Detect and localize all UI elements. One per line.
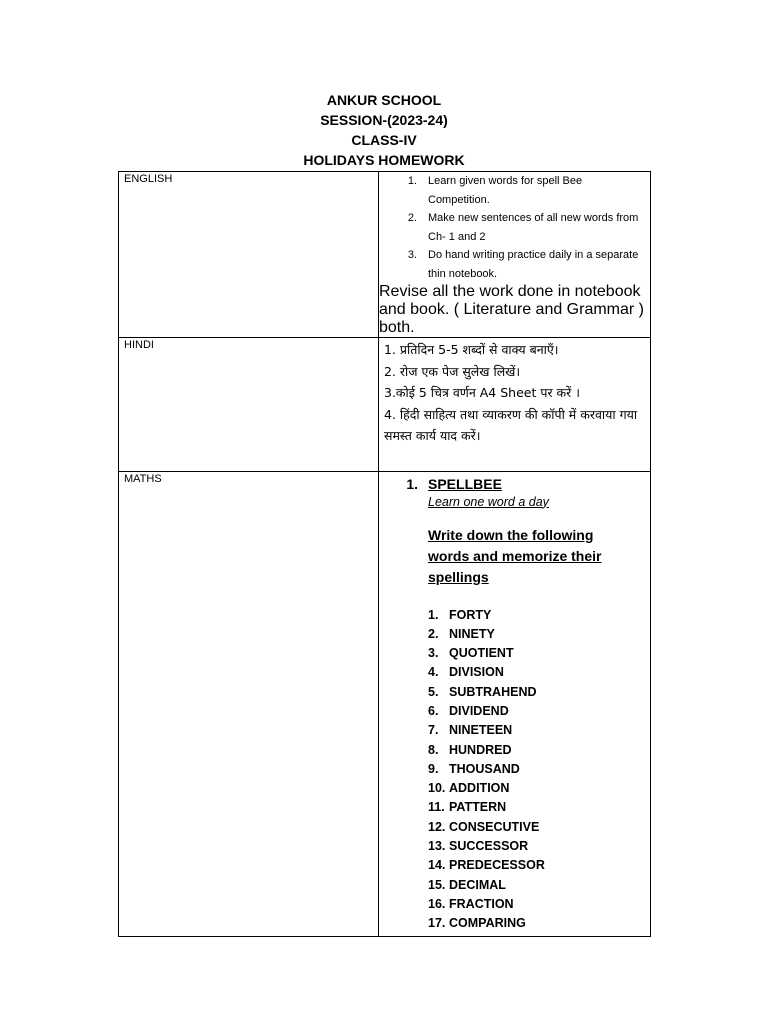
- spelling-word: PATTERN: [449, 800, 507, 815]
- task-cell-hindi: [379, 338, 651, 472]
- spelling-word: PREDECESSOR: [449, 858, 545, 873]
- hindi-line: 4. हिंदी साहित्य तथा व्याकरण की कॉपी में करवाया गया समस्त कार्य याद करें।: [384, 406, 638, 443]
- list-item: [379, 837, 650, 856]
- english-task-list: [379, 172, 650, 283]
- subject-hindi: HINDI: [124, 339, 154, 351]
- document-title: HOLIDAYS HOMEWORK: [303, 152, 465, 168]
- list-item: [379, 209, 650, 246]
- hindi-line: 3.कोई 5 चित्र वर्णन A4 Sheet पर करें ।: [384, 385, 580, 400]
- list-item: [379, 702, 650, 721]
- session-label: SESSION-(2023-24): [320, 112, 448, 128]
- school-name: ANKUR SCHOOL: [326, 92, 442, 108]
- spelling-word: CONSECUTIVE: [449, 819, 540, 834]
- spelling-word-list: [379, 606, 650, 934]
- list-item: [379, 876, 650, 895]
- spelling-word: ADDITION: [449, 781, 510, 796]
- list-item: [379, 625, 650, 644]
- list-item: [379, 644, 650, 663]
- list-item: [379, 663, 650, 682]
- list-item: [379, 741, 650, 760]
- item-number: 2.: [407, 212, 417, 224]
- list-item: [379, 914, 650, 933]
- english-extra-note: Revise all the work done in notebook and book. ( Literature and Grammar ) both.: [379, 283, 645, 336]
- subject-english: ENGLISH: [124, 173, 173, 185]
- class-label: CLASS-IV: [351, 132, 417, 148]
- item-number: 12.: [428, 819, 446, 834]
- heading-text: SPELLBEE: [428, 475, 502, 492]
- list-item: [379, 683, 650, 702]
- list-item: [379, 246, 650, 283]
- spelling-word: NINETY: [449, 626, 495, 641]
- list-item: [379, 798, 650, 817]
- list-item: [379, 606, 650, 625]
- spelling-word: DECIMAL: [449, 877, 506, 892]
- item-number: 8.: [428, 742, 439, 757]
- item-number: 15.: [428, 877, 446, 892]
- item-number: 3.: [407, 249, 417, 261]
- subject-maths: MATHS: [124, 472, 162, 485]
- subject-cell: [119, 471, 379, 936]
- item-number: 2.: [428, 626, 439, 641]
- list-item: [379, 172, 650, 209]
- item-number: 16.: [428, 896, 446, 911]
- spellbee-heading: [379, 476, 650, 492]
- spelling-word: DIVIDEND: [449, 703, 509, 718]
- list-item: [379, 721, 650, 740]
- spelling-word: FRACTION: [449, 896, 514, 911]
- spelling-word: SUCCESSOR: [449, 839, 529, 854]
- item-number: 1.: [428, 607, 439, 622]
- hindi-line: 1. प्रतिदिन 5-5 शब्दों से वाक्य बनाएँ।: [384, 342, 559, 357]
- item-number: 7.: [428, 723, 439, 738]
- list-item: [379, 856, 650, 875]
- list-item: [379, 779, 650, 798]
- hindi-task-list: [379, 338, 650, 471]
- hindi-line: 2. रोज एक पेज सुलेख लिखें।: [384, 363, 521, 379]
- item-number: 14.: [428, 858, 446, 873]
- spelling-word: NINETEEN: [449, 723, 513, 738]
- item-number: 1.: [407, 175, 417, 187]
- item-number: 9.: [428, 761, 439, 776]
- task-cell-english: [379, 172, 651, 338]
- subject-cell: [119, 338, 379, 472]
- item-text: Learn given words for spell Bee Competition.: [428, 175, 583, 206]
- homework-table: [118, 171, 651, 937]
- list-item: [379, 895, 650, 914]
- spellbee-instruction: Write down the following words and memorize their spellings: [428, 526, 602, 585]
- item-number: 10.: [428, 781, 446, 796]
- item-number: 13.: [428, 839, 446, 854]
- table-row-english: [119, 172, 651, 338]
- item-number: 4.: [428, 665, 439, 680]
- table-row-hindi: [119, 338, 651, 472]
- spelling-word: HUNDRED: [449, 742, 512, 757]
- item-number: 6.: [428, 703, 439, 718]
- document-header: [0, 90, 768, 170]
- spelling-word: FORTY: [449, 607, 492, 622]
- table-row-maths: [119, 471, 651, 936]
- spelling-word: DIVISION: [449, 665, 504, 680]
- item-number: 5.: [428, 684, 439, 699]
- item-number: 17.: [428, 916, 446, 931]
- item-number: 11.: [428, 800, 445, 815]
- list-item: [379, 760, 650, 779]
- subject-cell: [119, 172, 379, 338]
- list-item: [379, 818, 650, 837]
- item-text: Make new sentences of all new words from Ch- 1 and 2: [428, 212, 639, 243]
- spelling-word: COMPARING: [449, 916, 526, 931]
- spelling-word: QUOTIENT: [449, 646, 514, 661]
- item-text: Do hand writing practice daily in a separate thin notebook.: [428, 249, 639, 280]
- spelling-word: SUBTRAHEND: [449, 684, 537, 699]
- item-number: 3.: [428, 646, 439, 661]
- spelling-word: THOUSAND: [449, 761, 520, 776]
- heading-number: 1.: [406, 475, 418, 492]
- task-cell-maths: [379, 471, 651, 936]
- spellbee-subheading: Learn one word a day: [428, 494, 549, 509]
